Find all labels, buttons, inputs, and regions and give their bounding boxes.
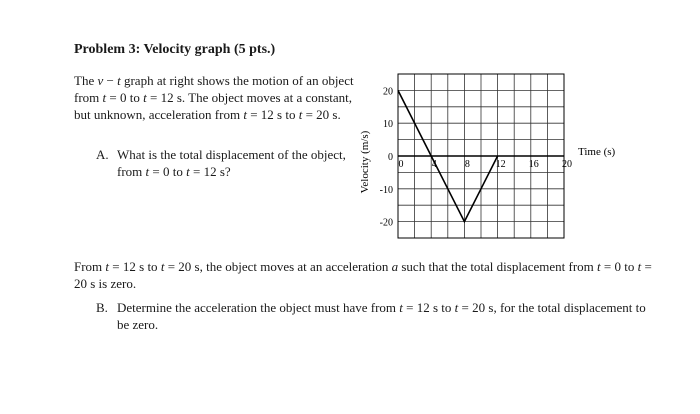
- x-tick-label: 8: [464, 159, 470, 170]
- y-tick-labels: [380, 86, 393, 228]
- y-tick-label: -20: [379, 217, 393, 229]
- x-tick-labels: [399, 159, 573, 170]
- velocity-time-graph: [350, 70, 640, 250]
- y-tick-label: -10: [379, 184, 393, 196]
- x-tick-label: 0: [398, 159, 404, 170]
- y-tick-label: 0: [388, 152, 393, 163]
- y-tick-label: 20: [383, 86, 393, 98]
- x-tick-label: 16: [528, 159, 539, 170]
- paragraph-2: From t = 12 s to t = 20 s, the object moves at an acceleration a such that the total displacement from t = 0 to t = 20 s is zero.: [74, 259, 652, 291]
- part-b-text: Determine the acceleration the object must have from t = 12 s to t = 20 s, for the total displacement to be zero.: [117, 300, 646, 332]
- problem-intro: The v − t graph at right shows the motion of an object from t = 0 to t = 12 s. The object moves at a constant, but unknown, acceleration from t = 12 s to t = 20 s.: [74, 73, 354, 122]
- x-axis-label: Time (s): [578, 146, 616, 158]
- part-a-label: A.: [96, 147, 109, 162]
- x-tick-label: 12: [495, 159, 506, 170]
- x-tick-label: 20: [562, 159, 572, 170]
- problem-title: Problem 3: Velocity graph (5 pts.): [74, 42, 276, 57]
- y-axis-label: Velocity (m/s): [359, 130, 371, 194]
- part-a-text: What is the total displacement of the object, from t = 0 to t = 12 s?: [117, 147, 346, 179]
- y-tick-label: 10: [383, 119, 393, 131]
- part-b-label: B.: [96, 300, 108, 315]
- x-tick-label: 4: [431, 159, 437, 170]
